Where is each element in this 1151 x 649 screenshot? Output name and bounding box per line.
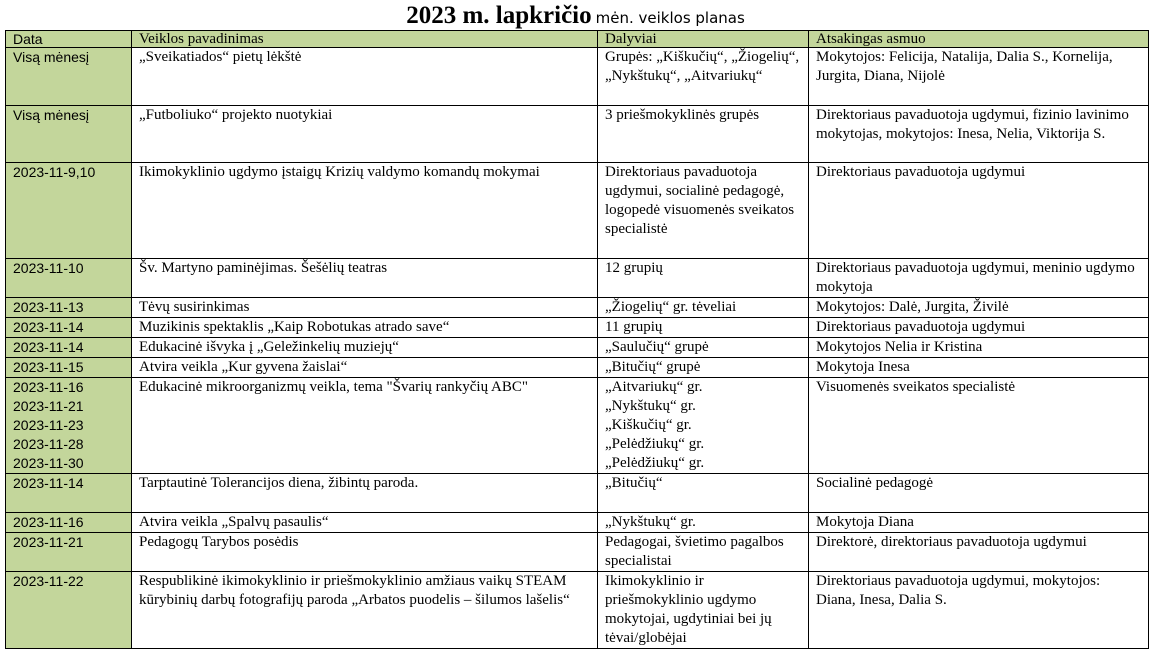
header-participants: Dalyviai <box>598 31 809 48</box>
header-activity: Veiklos pavadinimas <box>132 31 598 48</box>
date-cell: 2023-11-13 <box>6 298 132 318</box>
activity-cell: Atvira veikla „Spalvų pasaulis“ <box>132 513 598 533</box>
date-line: 2023-11-16 <box>13 379 84 395</box>
participants-cell: „Bitučių“ <box>598 474 809 513</box>
participant-line: „Aitvariukų“ gr. <box>605 379 703 395</box>
participants-cell: 12 grupių <box>598 259 809 298</box>
participants-cell: 11 grupių <box>598 318 809 338</box>
participants-cell <box>598 378 809 474</box>
participants-cell: Grupės: „Kiškučių“, „Žiogelių“, „Nykštukų“, „Aitvariukų“ <box>598 48 809 106</box>
date-cell <box>6 378 132 474</box>
responsible-cell: Mokytojos: Dalė, Jurgita, Živilė <box>809 298 1149 318</box>
table-row <box>6 163 1149 259</box>
activity-cell: Edukacinė išvyka į „Geležinkelių muziejų“ <box>132 338 598 358</box>
participants-cell: Pedagogai, švietimo pagalbos specialistai <box>598 533 809 572</box>
activity-cell: „Sveikatiados“ pietų lėkštė <box>132 48 598 106</box>
responsible-cell: Direktorė, direktoriaus pavaduotoja ugdymui <box>809 533 1149 572</box>
participants-cell: Direktoriaus pavaduotoja ugdymui, socialinė pedagogė, logopedė visuomenės sveikatos specialistė <box>598 163 809 259</box>
date-cell: 2023-11-9,10 <box>6 163 132 259</box>
responsible-text: Visuomenės sveikatos specialistė <box>816 379 1016 395</box>
table-row <box>6 106 1149 163</box>
participant-line: „Kiškučių“ gr. <box>605 417 692 433</box>
participants-cell: „Bitučių“ grupė <box>598 358 809 378</box>
participants-cell: 3 priešmokyklinės grupės <box>598 106 809 163</box>
date-cell: 2023-11-21 <box>6 533 132 572</box>
date-cell: 2023-11-14 <box>6 318 132 338</box>
activity-cell: Pedagogų Tarybos posėdis <box>132 533 598 572</box>
participants-cell: „Žiogelių“ gr. tėveliai <box>598 298 809 318</box>
participant-line: „Pelėdžiukų“ gr. <box>605 436 705 452</box>
activity-cell: Atvira veikla „Kur gyvena žaislai“ <box>132 358 598 378</box>
responsible-cell: Direktoriaus pavaduotoja ugdymui <box>809 318 1149 338</box>
date-cell: 2023-11-14 <box>6 474 132 513</box>
activity-cell: Respublikinė ikimokyklinio ir priešmokyklinio amžiaus vaikų STEAM kūrybinių darbų fotografijų paroda „Arbatos puodelis – šilumos lašelis“ <box>132 572 598 649</box>
header-responsible: Atsakingas asmuo <box>809 31 1149 48</box>
table-row <box>6 259 1149 298</box>
activity-cell: Šv. Martyno paminėjimas. Šešėlių teatras <box>132 259 598 298</box>
table-row <box>6 378 1149 474</box>
table-row <box>6 572 1149 649</box>
activity-text: Edukacinė mikroorganizmų veikla, tema "Švarių rankyčių ABC" <box>139 379 528 395</box>
table-row <box>6 48 1149 106</box>
activity-cell: Ikimokyklinio ugdymo įstaigų Krizių valdymo komandų mokymai <box>132 163 598 259</box>
responsible-cell: Mokytoja Inesa <box>809 358 1149 378</box>
participants-cell: „Saulučių“ grupė <box>598 338 809 358</box>
date-cell: Visą mėnesį <box>6 106 132 163</box>
date-line: 2023-11-23 <box>13 417 84 433</box>
table-row <box>6 533 1149 572</box>
date-cell: 2023-11-10 <box>6 259 132 298</box>
activity-plan-table <box>5 30 1149 649</box>
date-cell: 2023-11-16 <box>6 513 132 533</box>
table-header-row <box>6 31 1149 48</box>
responsible-cell: Direktoriaus pavaduotoja ugdymui, meninio ugdymo mokytoja <box>809 259 1149 298</box>
date-cell: 2023-11-15 <box>6 358 132 378</box>
responsible-cell: Mokytoja Diana <box>809 513 1149 533</box>
title-main: 2023 m. lapkričio <box>406 2 592 29</box>
document-title <box>0 2 1151 30</box>
responsible-cell: Direktoriaus pavaduotoja ugdymui, mokytojos: Diana, Inesa, Dalia S. <box>809 572 1149 649</box>
header-date: Data <box>6 31 132 48</box>
responsible-cell: Mokytojos Nelia ir Kristina <box>809 338 1149 358</box>
activity-cell: Tėvų susirinkimas <box>132 298 598 318</box>
activity-cell: „Futboliuko“ projekto nuotykiai <box>132 106 598 163</box>
activity-cell <box>132 378 598 474</box>
title-subtitle: mėn. veiklos planas <box>595 9 745 27</box>
date-line: 2023-11-30 <box>13 455 84 471</box>
responsible-cell <box>809 378 1149 474</box>
participants-cell: Ikimokyklinio ir priešmokyklinio ugdymo mokytojai, ugdytiniai bei jų tėvai/globėjai <box>598 572 809 649</box>
activity-cell: Tarptautinė Tolerancijos diena, žibintų paroda. <box>132 474 598 513</box>
responsible-cell: Direktoriaus pavaduotoja ugdymui <box>809 163 1149 259</box>
participant-line: „Pelėdžiukų“ gr. <box>605 455 705 471</box>
date-line: 2023-11-21 <box>13 398 84 414</box>
date-cell: 2023-11-14 <box>6 338 132 358</box>
table-row <box>6 358 1149 378</box>
table-row <box>6 474 1149 513</box>
table-row <box>6 338 1149 358</box>
responsible-cell: Direktoriaus pavaduotoja ugdymui, fizinio lavinimo mokytojas, mokytojos: Inesa, Nelia, Viktorija S. <box>809 106 1149 163</box>
date-cell: 2023-11-22 <box>6 572 132 649</box>
activity-cell: Muzikinis spektaklis „Kaip Robotukas atrado save“ <box>132 318 598 338</box>
table-row <box>6 513 1149 533</box>
date-line: 2023-11-28 <box>13 436 84 452</box>
participants-cell: „Nykštukų“ gr. <box>598 513 809 533</box>
responsible-cell: Mokytojos: Felicija, Natalija, Dalia S., Kornelija, Jurgita, Diana, Nijolė <box>809 48 1149 106</box>
responsible-cell: Socialinė pedagogė <box>809 474 1149 513</box>
date-cell: Visą mėnesį <box>6 48 132 106</box>
table-row <box>6 298 1149 318</box>
participant-line: „Nykštukų“ gr. <box>605 398 696 414</box>
table-row <box>6 318 1149 338</box>
